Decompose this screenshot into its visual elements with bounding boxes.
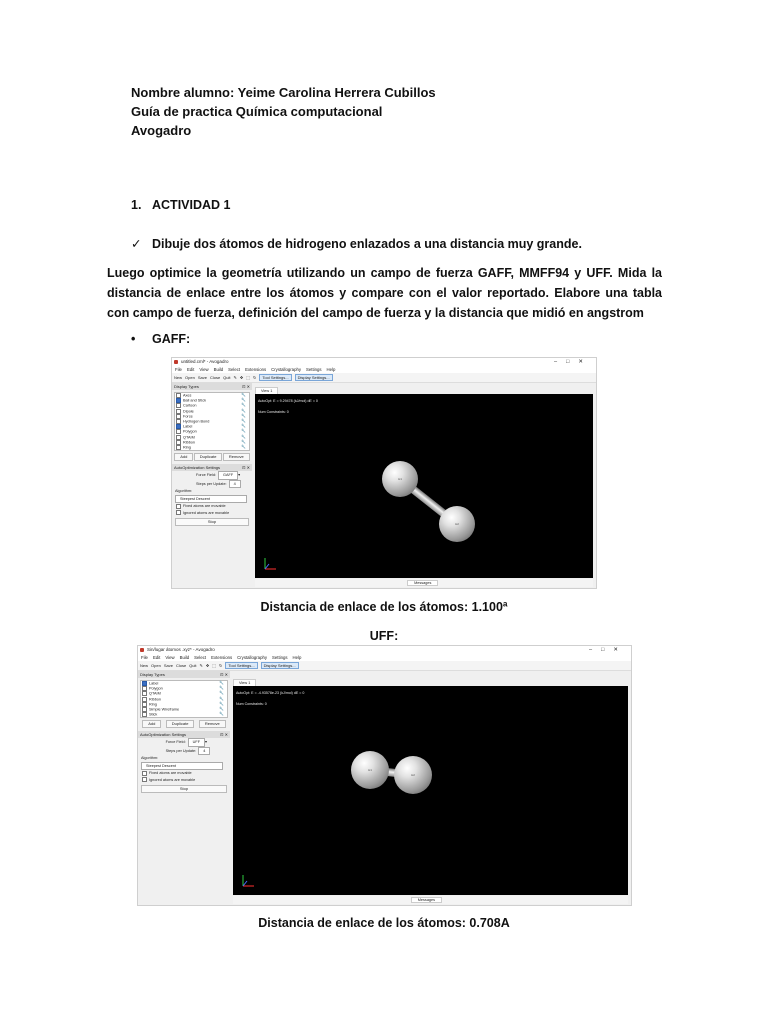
checkbox[interactable] bbox=[176, 510, 181, 515]
wrench-icon[interactable]: 🔧 bbox=[219, 686, 224, 691]
display-types-title: Display Types bbox=[174, 384, 199, 389]
menu-edit[interactable]: Edit bbox=[152, 655, 161, 660]
dock-close-icon[interactable]: ⊡ ✕ bbox=[220, 732, 228, 738]
wrench-icon[interactable]: 🔧 bbox=[219, 712, 224, 717]
activity-heading bbox=[131, 198, 230, 212]
window-titlebar bbox=[138, 646, 631, 654]
molecule-viewport[interactable] bbox=[255, 394, 593, 578]
toolbar-quit-button[interactable]: Quit bbox=[189, 663, 197, 668]
ignored-atoms-row[interactable] bbox=[138, 777, 230, 784]
display-type-label: Stick bbox=[149, 712, 158, 717]
menu-help[interactable]: Help bbox=[292, 655, 302, 660]
dock-close-icon[interactable]: ⊡ ✕ bbox=[220, 672, 228, 677]
force-field-row bbox=[172, 471, 252, 480]
checkbox[interactable] bbox=[142, 771, 147, 776]
steps-row bbox=[172, 480, 252, 489]
display-type-label: Dipole bbox=[183, 409, 194, 414]
molecule-viewport[interactable] bbox=[233, 686, 628, 895]
pencil-icon[interactable]: ✎ bbox=[199, 663, 203, 668]
left-dock-panel bbox=[138, 671, 230, 905]
display-type-label: Force bbox=[183, 414, 193, 419]
messages-tab[interactable]: Messages bbox=[407, 580, 438, 586]
toolbar-save-button[interactable]: Save bbox=[197, 375, 207, 380]
menu-edit[interactable]: Edit bbox=[186, 367, 195, 372]
wrench-icon[interactable]: 🔧 bbox=[241, 413, 246, 418]
force-field-row bbox=[138, 738, 230, 747]
wrench-icon[interactable]: 🔧 bbox=[241, 429, 246, 434]
optimizer-title: AutoOptimization Settings bbox=[174, 465, 221, 471]
wrench-icon[interactable]: 🔧 bbox=[219, 696, 224, 701]
window-title: Sin/lugar átomos .xyz* - Avogadro bbox=[147, 647, 215, 652]
algorithm-row bbox=[138, 762, 230, 771]
rotate-icon[interactable]: ↻ bbox=[253, 375, 257, 380]
wrench-icon[interactable]: 🔧 bbox=[241, 444, 246, 449]
guide-title: Guía de practica Química computacional bbox=[131, 104, 383, 119]
stop-button[interactable]: Stop bbox=[141, 785, 227, 793]
toolbar-quit-button[interactable]: Quit bbox=[223, 375, 231, 380]
steps-spinbox[interactable]: 4 bbox=[198, 747, 210, 756]
remove-button[interactable]: Remove bbox=[199, 720, 226, 728]
algorithm-label: Algorithm: bbox=[141, 756, 159, 761]
menu-select[interactable]: Select bbox=[194, 655, 207, 660]
wrench-icon[interactable]: 🔧 bbox=[219, 701, 224, 706]
hydrogen-atom[interactable] bbox=[394, 756, 432, 794]
display-types-header bbox=[172, 383, 252, 390]
display-type-label: Ring bbox=[149, 702, 157, 707]
ignored-atoms-label: Ignored atoms are movable bbox=[183, 510, 230, 515]
activity-number: 1. bbox=[131, 198, 142, 212]
caption-gaff: Distancia de enlace de los átomos: 1.100ª bbox=[260, 600, 508, 614]
display-type-label: Ball and Stick bbox=[183, 398, 207, 403]
chevron-down-icon: ▾ bbox=[238, 473, 241, 478]
menu-file[interactable]: File bbox=[141, 655, 148, 660]
wrench-icon[interactable]: 🔧 bbox=[241, 393, 246, 397]
toolbar-settings-button-0[interactable]: Tool Settings... bbox=[225, 662, 257, 669]
select-icon[interactable]: ⬚ bbox=[212, 663, 217, 668]
force-field-label: Force Field: bbox=[165, 740, 186, 745]
bullet-gaff-label: GAFF: bbox=[152, 332, 191, 346]
toolbar-save-button[interactable]: Save bbox=[163, 663, 173, 668]
atom-label: H1 bbox=[398, 476, 402, 481]
display-types-title: Display Types bbox=[140, 672, 165, 677]
steps-row bbox=[138, 747, 230, 756]
display-type-item[interactable] bbox=[175, 445, 249, 450]
menu-select[interactable]: Select bbox=[228, 367, 241, 372]
add-button[interactable]: Add bbox=[174, 453, 193, 461]
ignored-atoms-row[interactable] bbox=[172, 510, 252, 517]
axes-indicator-icon bbox=[263, 557, 277, 571]
display-type-label: Cartoon bbox=[183, 403, 197, 408]
checkbox[interactable] bbox=[142, 777, 147, 782]
stop-button[interactable]: Stop bbox=[175, 518, 249, 526]
algorithm-label: Algorithm: bbox=[175, 489, 193, 494]
wrench-icon[interactable]: 🔧 bbox=[241, 408, 246, 413]
steps-label: Steps per Update: bbox=[196, 481, 227, 486]
menu-build[interactable]: Build bbox=[179, 655, 190, 660]
avogadro-window-gaff bbox=[171, 357, 597, 589]
messages-bar bbox=[255, 579, 593, 587]
avogadro-logo-icon bbox=[174, 360, 178, 364]
display-types-header bbox=[138, 671, 230, 678]
display-type-label: Ribbon bbox=[183, 440, 196, 445]
force-field-select[interactable]: GAFF bbox=[218, 471, 238, 480]
dock-close-icon[interactable]: ⊡ ✕ bbox=[242, 384, 250, 389]
fixed-atoms-label: Fixed atoms are movable bbox=[149, 771, 192, 776]
display-type-buttons bbox=[140, 720, 228, 728]
display-type-item[interactable] bbox=[141, 712, 227, 717]
constraints-readout: Num Constraints: 0 bbox=[236, 702, 267, 706]
display-type-label: QTAIM bbox=[183, 435, 195, 439]
optimizer-title: AutoOptimization Settings bbox=[140, 732, 187, 738]
instruction-text: Dibuje dos átomos de hidrogeno enlazados a una distancia muy grande. bbox=[152, 237, 582, 251]
menu-view[interactable]: View bbox=[199, 367, 209, 372]
display-type-label: Simple Wireframe bbox=[149, 707, 180, 712]
menu-settings[interactable]: Settings bbox=[272, 655, 288, 660]
force-field-select[interactable]: UFF bbox=[188, 738, 205, 747]
menu-file[interactable]: File bbox=[175, 367, 182, 372]
menu-help[interactable]: Help bbox=[326, 367, 336, 372]
display-type-label: Axes bbox=[183, 393, 192, 398]
window-controls[interactable]: –□✕ bbox=[554, 359, 592, 365]
menu-extensions[interactable]: Extensions bbox=[211, 655, 233, 660]
display-type-label: Ribbon bbox=[149, 697, 162, 702]
atom-label: H1 bbox=[368, 767, 372, 772]
bullet-icon: • bbox=[131, 332, 136, 346]
checkbox[interactable] bbox=[176, 445, 181, 450]
atom-label: H2 bbox=[455, 521, 459, 526]
caption-uff: Distancia de enlace de los átomos: 0.708A bbox=[258, 916, 510, 930]
remove-button[interactable]: Remove bbox=[223, 453, 250, 461]
wrench-icon[interactable]: 🔧 bbox=[241, 398, 246, 403]
display-type-buttons bbox=[174, 453, 250, 461]
dock-close-icon[interactable]: ⊡ ✕ bbox=[242, 465, 250, 471]
menu-bar bbox=[138, 654, 631, 661]
energy-readout: AutoOpt: E = -4.93578e-23 (kJ/mol) dE = 0 bbox=[236, 691, 305, 695]
wrench-icon[interactable]: 🔧 bbox=[219, 681, 224, 685]
menu-settings[interactable]: Settings bbox=[306, 367, 322, 372]
left-dock-panel bbox=[172, 383, 252, 588]
algorithm-row bbox=[172, 495, 252, 504]
wrench-icon[interactable]: 🔧 bbox=[241, 439, 246, 444]
hydrogen-atom[interactable] bbox=[439, 506, 475, 542]
display-type-label: QTAIM bbox=[149, 691, 161, 696]
wrench-icon[interactable]: 🔧 bbox=[219, 691, 224, 696]
display-type-label: Hydrogen Bond bbox=[183, 419, 210, 424]
student-name: Nombre alumno: Yeime Carolina Herrera Cubillos bbox=[131, 85, 436, 100]
menu-crystallography[interactable]: Crystallography bbox=[237, 655, 267, 660]
program-name: Avogadro bbox=[131, 123, 192, 138]
wrench-icon[interactable]: 🔧 bbox=[241, 403, 246, 408]
activity-title: ACTIVIDAD 1 bbox=[152, 198, 231, 212]
menu-bar bbox=[172, 366, 596, 373]
display-types-list bbox=[140, 680, 228, 718]
checkbox[interactable] bbox=[142, 712, 147, 717]
chevron-down-icon: ▾ bbox=[205, 740, 207, 745]
steps-spinbox[interactable]: 4 bbox=[229, 480, 241, 489]
algorithm-select[interactable]: Steepest Descent bbox=[141, 762, 223, 771]
toolbar-open-button[interactable]: Open bbox=[185, 375, 195, 380]
display-type-label: Polygon bbox=[183, 429, 197, 434]
menu-view[interactable]: View bbox=[165, 655, 175, 660]
toolbar-close-button[interactable]: Close bbox=[175, 663, 187, 668]
menu-extensions[interactable]: Extensions bbox=[245, 367, 267, 372]
display-type-label: Ring bbox=[183, 445, 191, 450]
menu-build[interactable]: Build bbox=[213, 367, 224, 372]
messages-bar bbox=[233, 896, 628, 904]
navigate-icon[interactable]: ✥ bbox=[239, 375, 244, 380]
wrench-icon[interactable]: 🔧 bbox=[219, 706, 224, 711]
instruction-paragraph: Luego optimice la geometría utilizando un campo de fuerza GAFF, MMFF94 y UFF. Mida la distancia de enlace entre los átomos y compare con el valor reportado. Elabore una tabla con campo de fuerza, definición del campo de fuerza y la distancia que midió en angstrom bbox=[107, 266, 662, 320]
avogadro-logo-icon bbox=[140, 648, 144, 652]
hydrogen-atom[interactable] bbox=[351, 751, 389, 789]
window-title: untitled.cml* - Avogadro bbox=[181, 359, 229, 364]
add-button[interactable]: Add bbox=[142, 720, 161, 728]
optimizer-header bbox=[172, 464, 252, 471]
display-types-list bbox=[174, 392, 250, 451]
toolbar-settings-button-1[interactable]: Display Settings... bbox=[295, 374, 333, 381]
toolbar bbox=[138, 661, 631, 671]
display-type-label: Label bbox=[149, 681, 159, 686]
steps-label: Steps per Update: bbox=[165, 748, 197, 753]
fixed-atoms-label: Fixed atoms are movable bbox=[183, 504, 226, 509]
caption-uff-title: UFF: bbox=[369, 629, 399, 643]
toolbar-settings-button-0[interactable]: Tool Settings... bbox=[259, 374, 291, 381]
force-field-label: Force Field: bbox=[196, 473, 217, 478]
toolbar-new-button[interactable]: New bbox=[174, 375, 183, 380]
view-tab[interactable]: View 1 bbox=[233, 679, 256, 687]
toolbar-settings-button-1[interactable]: Display Settings... bbox=[261, 662, 299, 669]
avogadro-window-uff bbox=[137, 645, 632, 906]
wrench-icon[interactable]: 🔧 bbox=[241, 434, 246, 439]
toolbar-open-button[interactable]: Open bbox=[151, 663, 161, 668]
pencil-icon[interactable]: ✎ bbox=[233, 375, 237, 380]
toolbar-close-button[interactable]: Close bbox=[209, 375, 221, 380]
toolbar-new-button[interactable]: New bbox=[140, 663, 149, 668]
menu-crystallography[interactable]: Crystallography bbox=[271, 367, 301, 372]
wrench-icon[interactable]: 🔧 bbox=[241, 424, 246, 429]
checkmark-icon: ✓ bbox=[131, 237, 142, 251]
constraints-readout: Num Constraints: 0 bbox=[258, 410, 289, 414]
duplicate-button[interactable]: Duplicate bbox=[194, 453, 223, 461]
axes-indicator-icon bbox=[241, 874, 255, 888]
atom-label: H2 bbox=[411, 772, 415, 777]
messages-tab[interactable]: Messages bbox=[411, 897, 442, 903]
display-type-label: Polygon bbox=[149, 686, 163, 691]
hydrogen-atom[interactable] bbox=[382, 461, 418, 497]
toolbar bbox=[172, 373, 596, 383]
navigate-icon[interactable]: ✥ bbox=[205, 663, 210, 668]
optimizer-header bbox=[138, 731, 230, 738]
wrench-icon[interactable]: 🔧 bbox=[241, 418, 246, 423]
display-type-label: Label bbox=[183, 424, 193, 429]
instruction-item bbox=[131, 236, 582, 251]
rotate-icon[interactable]: ↻ bbox=[219, 663, 223, 668]
algorithm-select[interactable]: Steepest Descent bbox=[175, 495, 247, 504]
select-icon[interactable]: ⬚ bbox=[246, 375, 251, 380]
checkbox[interactable] bbox=[176, 504, 181, 509]
window-titlebar bbox=[172, 358, 596, 366]
energy-readout: AutoOpt: E = 9.29478 (kJ/mol) dE = 0 bbox=[258, 399, 318, 403]
duplicate-button[interactable]: Duplicate bbox=[166, 720, 195, 728]
bullet-gaff bbox=[131, 332, 190, 346]
window-controls[interactable]: –□✕ bbox=[589, 647, 627, 653]
ignored-atoms-label: Ignored atoms are movable bbox=[149, 777, 196, 782]
view-tab[interactable]: View 1 bbox=[255, 387, 278, 395]
